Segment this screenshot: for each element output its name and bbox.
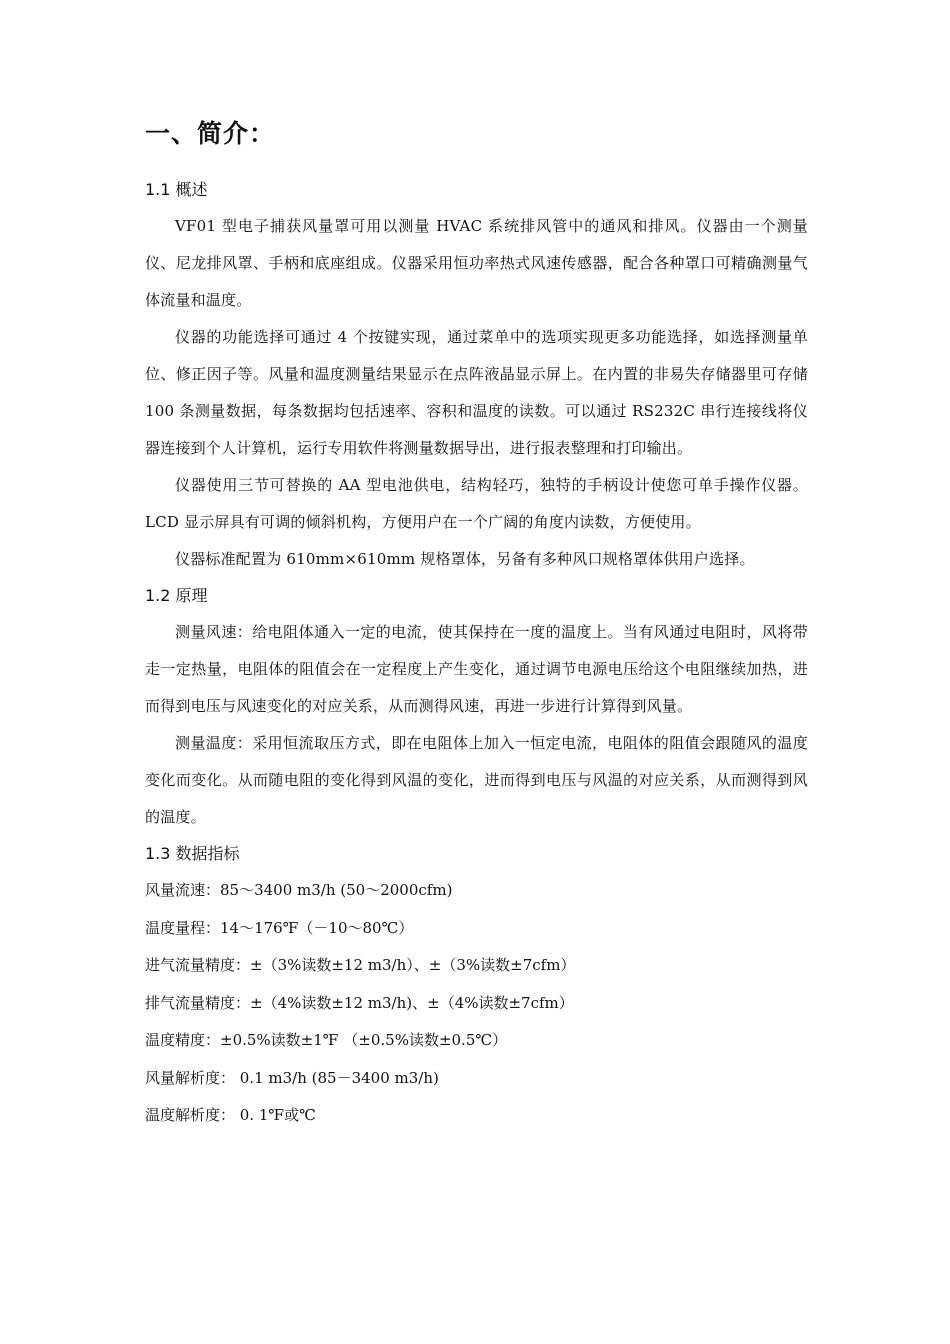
spec-line: 温度精度：±0.5%读数±1℉ （±0.5%读数±0.5℃） bbox=[145, 1031, 508, 1049]
section-heading-specs: 1.3 数据指标 bbox=[145, 844, 240, 863]
spec-line: 温度解析度： 0. 1℉或℃ bbox=[145, 1106, 316, 1124]
paragraph: 测量温度：采用恒流取压方式，即在电阻体上加入一恒定电流，电阻体的阻值会跟随风的温度变化而变化。从而随电阻的变化得到风温的变化，进而得到电压与风温的对应关系，从而测得到风的温度。 bbox=[145, 734, 808, 826]
spec-line: 风量解析度： 0.1 m3/h (85－3400 m3/h) bbox=[145, 1068, 439, 1087]
section-heading-principle: 1.2 原理 bbox=[145, 586, 208, 605]
page-title: 一、简介： bbox=[145, 119, 276, 148]
spec-line: 温度量程：14～176℉（－10～80℃） bbox=[145, 918, 414, 937]
paragraph: 仪器的功能选择可通过 4 个按键实现，通过菜单中的选项实现更多功能选择，如选择测量单位、修正因子等。风量和温度测量结果显示在点阵液晶显示屏上。在内置的非易失存储器里可存储 100 条测量数据，每条数据均包括速率、容积和温度的读数。可以通过 RS232C 串行连接线将仪器连接到个人计算机，运行专用软件将测量数据导出，进行报表整理和打印输出。 bbox=[145, 328, 808, 457]
paragraph: VF01 型电子捕获风量罩可用以测量 HVAC 系统排风管中的通风和排风。仪器由一个测量仪、尼龙排风罩、手柄和底座组成。仪器采用恒功率热式风速传感器，配合各种罩口可精确测量气体流量和温度。 bbox=[145, 217, 808, 309]
section-heading-overview: 1.1 概述 bbox=[145, 180, 208, 199]
paragraph: 仪器标准配置为 610mm×610mm 规格罩体，另备有多种风口规格罩体供用户选择。 bbox=[175, 550, 755, 568]
spec-line: 排气流量精度：±（4%读数±12 m3/h)、±（4%读数±7cfm） bbox=[145, 993, 574, 1012]
spec-line: 进气流量精度：±（3%读数±12 m3/h）、±（3%读数±7cfm） bbox=[145, 956, 576, 974]
paragraph: 测量风速：给电阻体通入一定的电流，使其保持在一度的温度上。当有风通过电阻时，风将带走一定热量，电阻体的阻值会在一定程度上产生变化，通过调节电源电压给这个电阻继续加热，进而得到电压与风速变化的对应关系，从而测得风速，再进一步进行计算得到风量。 bbox=[145, 623, 808, 715]
spec-line: 风量流速：85～3400 m3/h (50～2000cfm) bbox=[145, 881, 453, 899]
document-body bbox=[145, 110, 808, 1135]
paragraph: 仪器使用三节可替换的 AA 型电池供电，结构轻巧，独特的手柄设计使您可单手操作仪器。LCD 显示屏具有可调的倾斜机构，方便用户在一个广阔的角度内读数，方便使用。 bbox=[145, 476, 808, 531]
